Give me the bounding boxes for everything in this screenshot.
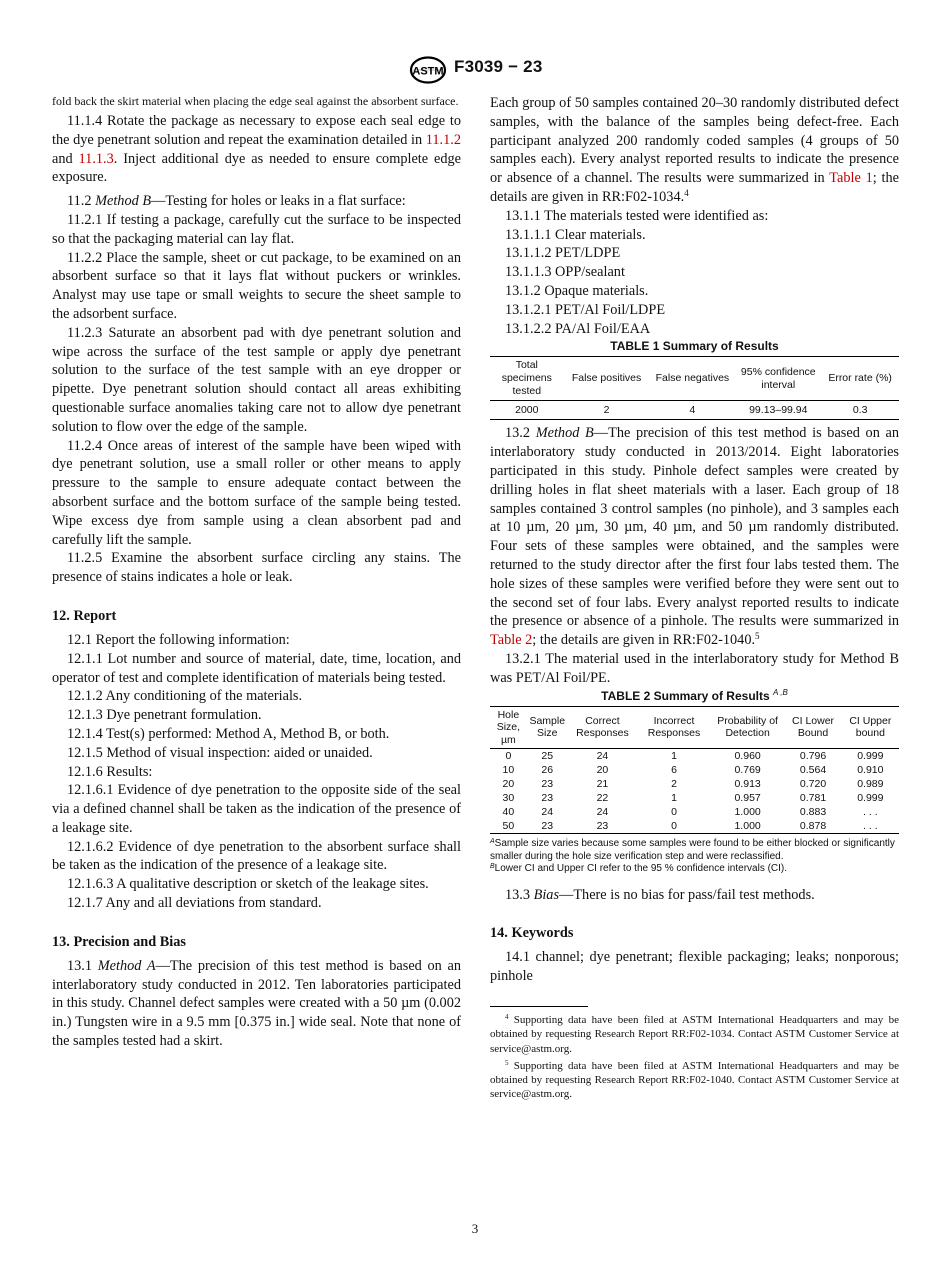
table-cell: . . . xyxy=(863,806,878,819)
table-header-cell: Probability of Detection xyxy=(711,706,785,749)
paragraph-13-1-1: 13.1.1 The materials tested were identified as: xyxy=(505,207,769,224)
table-2-title: TABLE 2 Summary of Results $^{A ,B}$ xyxy=(601,687,788,703)
table-cell: 23 xyxy=(541,820,554,833)
table-row xyxy=(490,763,899,777)
table-row xyxy=(490,401,899,420)
table-row xyxy=(490,749,899,764)
table-cell: 1 xyxy=(671,750,677,763)
table-row xyxy=(490,777,899,791)
page-header xyxy=(0,56,950,84)
paragraph-11-2-1: 11.2.1 If testing a package, carefully cut the surface to be inspected so that the packaging material can lay flat. xyxy=(52,211,461,247)
paragraph-12-1-4: 12.1.4 Test(s) performed: Method A, Method B, or both. xyxy=(67,725,390,742)
link-11-1-2[interactable]: 11.1.2 xyxy=(425,131,461,148)
table-header-cell: CI Upper bound xyxy=(842,706,899,749)
table-header-row xyxy=(490,706,899,749)
left-column xyxy=(52,94,461,1051)
paragraph-11-2-3: 11.2.3 Saturate an absorbent pad with dye penetrant solution and wipe across the surface of the test sample or apply dye penetrant solution to the surface of the test sample with an eye dropper or pipette. Dye penetrant solution should contact all areas exhibiting questionable surface anomalies taking care not to allow dye penetrant solution to flow over the edge of the sample. xyxy=(52,324,461,435)
footnote-5: $^5$ Supporting data have been filed at ASTM International Headquarters and may be obtained by requesting Research Report RR:F02-1040. Contact ASTM Customer Service at service@astm.org. xyxy=(490,1058,899,1101)
paragraph-12-1-6-1: 12.1.6.1 Evidence of dye penetration to the opposite side of the seal via a defined channel shall be taken as the indication of the presence of a leakage site. xyxy=(52,782,461,836)
paragraph-11-2: 11.2 Method B—Testing for holes or leaks in a flat surface: xyxy=(67,193,406,210)
table-cell: 30 xyxy=(502,792,515,805)
paragraph-12-1-2: 12.1.2 Any conditioning of the materials. xyxy=(67,688,303,705)
footnote-divider xyxy=(490,1006,588,1007)
table-cell: 24 xyxy=(541,806,554,819)
paragraph-13-3: 13.3 Bias—There is no bias for pass/fail test methods. xyxy=(505,886,815,903)
table-cell: 1.000 xyxy=(734,820,761,833)
table-cell: 2 xyxy=(603,404,610,417)
table-cell: 50 xyxy=(502,820,515,833)
table-row xyxy=(490,791,899,805)
paragraph-13-1-1-1: 13.1.1.1 Clear materials. xyxy=(505,226,646,243)
table-cell: 0 xyxy=(505,750,512,763)
paragraph-13-1-2-1: 13.1.2.1 PET/Al Foil/LDPE xyxy=(505,301,666,318)
table-header-cell: Hole Size, µm xyxy=(490,706,527,749)
table-cell: 4 xyxy=(689,404,696,417)
table-header-cell: CI Lower Bound xyxy=(784,706,841,749)
table-cell: 0.769 xyxy=(734,764,761,777)
table-cell: 0.564 xyxy=(799,764,827,777)
table-cell: 20 xyxy=(596,764,609,777)
table-cell: 99.13–99.94 xyxy=(749,404,808,417)
right-column xyxy=(490,94,899,1105)
table-header-cell: Error rate (%) xyxy=(821,357,899,401)
table-2-body xyxy=(490,749,899,834)
table-cell: 6 xyxy=(671,764,677,777)
paragraph-12-1: 12.1 Report the following information: xyxy=(67,631,290,648)
table-cell: 24 xyxy=(596,806,609,819)
table-cell: 0.960 xyxy=(734,750,761,763)
svg-text:ASTM: ASTM xyxy=(412,65,444,78)
table-cell: 0 xyxy=(671,820,677,833)
table-cell: 24 xyxy=(596,750,609,763)
paragraph-12-1-6: 12.1.6 Results: xyxy=(67,763,153,780)
paragraph-12-1-7: 12.1.7 Any and all deviations from standard. xyxy=(67,895,322,912)
paragraph-13-1: 13.1 Method A—The precision of this test method is based on an interlaboratory study conducted in 2012. Ten laboratories participated in this study. Channel defect samples were created with a 50 µm (0.002 in.) Tungsten wire in a 9.5 mm [0.375 in.] wide seal. Note that none of the samples tested had a skirt. xyxy=(52,957,462,1050)
table-header-cell: Correct Responses xyxy=(568,706,638,749)
astm-logo-icon xyxy=(408,56,448,84)
table-2 xyxy=(490,706,899,835)
paragraph-13-1-1-3: 13.1.1.3 OPP/sealant xyxy=(505,264,625,281)
table-cell: 0.910 xyxy=(857,764,884,777)
table-cell: 1 xyxy=(671,792,677,805)
footnote-ref-4: 4 xyxy=(684,187,689,198)
table-cell: 0.883 xyxy=(799,806,827,819)
table-cell: 0.913 xyxy=(734,778,761,791)
table-header-cell: 95% confidence interval xyxy=(735,357,821,401)
table-cell: . . . xyxy=(863,820,878,833)
document-designation: F3039 − 23 xyxy=(454,57,543,76)
paragraph-13-2: 13.2 Method B—The precision of this test method is based on an interlaboratory study conducted in 2013/2014. Eight laboratories participated in this study. Pinhole defect samples were created by drilling holes in flat sheet materials with a laser. Each group of 18 samples contained 3 control samples (no pinhole), and 3 samples each at 10 µm, 20 µm, 30 µm, 40 µm, and 50 µm randomly distributed. Four sets of these samples were obtained, and the samples were returned to the study director after the first four labs tested them. The hole sizes of these samples were verified before they were sent out to the second set of four labs. Every analyst reported results to indicate the presence or absence of a pinhole. The results were summarized in Table 2; the details are given in RR:F02-1040.$^5$ xyxy=(490,425,900,649)
link-11-1-3[interactable]: 11.1.3 xyxy=(78,150,114,167)
table-cell: 21 xyxy=(596,778,609,791)
table-1-title: TABLE 1 Summary of Results xyxy=(610,339,779,354)
table-cell: 0.781 xyxy=(799,792,827,805)
table-cell: 0.796 xyxy=(799,750,827,763)
paragraph-11-2-2: 11.2.2 Place the sample, sheet or cut package, to be examined on an absorbent surface so that it lays flat without puckers or wrinkles. Analyst may use tape or small weights to secure the sheet sample to the adsorbent surface. xyxy=(52,249,461,322)
footnote-ref-5: 5 xyxy=(755,631,760,642)
paragraph-11-2-4: 11.2.4 Once areas of interest of the sample have been wiped with dye penetrant solution, use a small roller or other means to apply pressure to the sample to ensure adequate contact between the absorbent surface and the bottom surface of the sample being tested. Wipe excess dye from sample using a clean absorbent pad and carefully lift the sample. xyxy=(52,437,461,548)
paragraph-12-1-3: 12.1.3 Dye penetrant formulation. xyxy=(67,707,262,724)
table-cell: 20 xyxy=(502,778,515,791)
table-cell: 0.957 xyxy=(734,792,761,805)
table-cell: 0 xyxy=(671,806,677,819)
paragraph-11-2-5: 11.2.5 Examine the absorbent surface circling any stains. The presence of stains indicates a hole or leak. xyxy=(52,550,461,586)
paragraph-13-1-2-2: 13.1.2.2 PA/Al Foil/EAA xyxy=(505,320,651,337)
paragraph-12-1-6-3: 12.1.6.3 A qualitative description or sketch of the leakage sites. xyxy=(67,876,429,893)
paragraph-13-1-cont: Each group of 50 samples contained 20–30 randomly distributed defect samples, with the balance of the samples being defect-free. Each participant analyzed 200 randomly coded samples (4 groups of 50 samples each). Every analyst reported results to indicate the presence or absence of a channel. The results were summarized in Table 1; the details are given in RR:F02-1034.$^4$ xyxy=(490,95,899,205)
table-header-cell: False positives xyxy=(564,357,650,401)
paragraph-11-1-4: 11.1.4 Rotate the package as necessary to expose each seal edge to the dye penetrant solution and repeat the examination detailed in 11.1.2 and 11.1.3. Inject additional dye as needed to ensure complete edge exposure. xyxy=(52,113,461,186)
paragraph-12-1-1: 12.1.1 Lot number and source of material, date, time, location, and operator of test and complete identification of materials being tested. xyxy=(52,650,461,686)
table-row xyxy=(490,805,899,819)
table-cell: 10 xyxy=(502,764,515,777)
table-cell: 22 xyxy=(596,792,609,805)
section-heading-report: 12. Report xyxy=(52,607,117,624)
table-1 xyxy=(490,356,899,420)
section-heading-keywords: 14. Keywords xyxy=(490,925,574,942)
table-header-cell: Total specimens tested xyxy=(490,357,564,401)
table-header-cell: False negatives xyxy=(649,357,735,401)
table-row xyxy=(490,819,899,834)
table-cell: 26 xyxy=(541,764,554,777)
table-cell: 0.720 xyxy=(799,778,827,791)
table-header-cell: Incorrect Responses xyxy=(637,706,711,749)
footnote-4: $^4$ Supporting data have been filed at ASTM International Headquarters and may be obtained by requesting Research Report RR:F02-1034. Contact ASTM Customer Service at service@astm.org. xyxy=(490,1012,899,1055)
table-cell: 0.878 xyxy=(799,820,827,833)
table-cell: 2 xyxy=(671,778,677,791)
paragraph-13-1-1-2: 13.1.1.2 PET/LDPE xyxy=(505,245,621,262)
table-header-cell: Sample Size xyxy=(527,706,568,749)
table-2-note-b: $^B$Lower CI and Upper CI refer to the 95 % confidence intervals (CI). xyxy=(490,863,788,875)
section-heading-precision-bias: 13. Precision and Bias xyxy=(52,933,186,950)
link-table-2[interactable]: Table 2 xyxy=(490,632,533,649)
table-cell: 23 xyxy=(541,792,554,805)
table-cell: 1.000 xyxy=(734,806,761,819)
table-cell: 0.999 xyxy=(857,792,884,805)
paragraph-14-1: 14.1 channel; dye penetrant; flexible packaging; leaks; nonporous; pinhole xyxy=(490,949,899,985)
paragraph-12-1-5: 12.1.5 Method of visual inspection: aided or unaided. xyxy=(67,744,373,761)
table-cell: 0.3 xyxy=(852,404,868,417)
table-cell: 2000 xyxy=(515,404,539,417)
paragraph-13-1-2: 13.1.2 Opaque materials. xyxy=(505,282,649,299)
table-header-row xyxy=(490,357,899,401)
link-table-1[interactable]: Table 1 xyxy=(829,170,873,187)
table-cell: 40 xyxy=(502,806,515,819)
table-cell: 23 xyxy=(541,778,554,791)
page-number: 3 xyxy=(471,1221,479,1236)
table-cell: 0.999 xyxy=(857,750,884,763)
table-cell: 25 xyxy=(541,750,554,763)
paragraph-13-2-1: 13.2.1 The material used in the interlaboratory study for Method B was PET/Al Foil/PE. xyxy=(490,650,899,686)
table-cell: 23 xyxy=(596,820,609,833)
paragraph-12-1-6-2: 12.1.6.2 Evidence of dye penetration to the absorbent surface shall be taken as the indication of the presence of a leakage site. xyxy=(52,838,461,874)
table-2-note-a: $^A$Sample size varies because some samples were found to be either blocked or significantly smaller during the hole size verification step and were reclassified. xyxy=(490,838,895,862)
table-cell: 0.989 xyxy=(857,778,884,791)
paragraph: fold back the skirt material when placing the edge seal against the absorbent surface. xyxy=(52,94,459,108)
